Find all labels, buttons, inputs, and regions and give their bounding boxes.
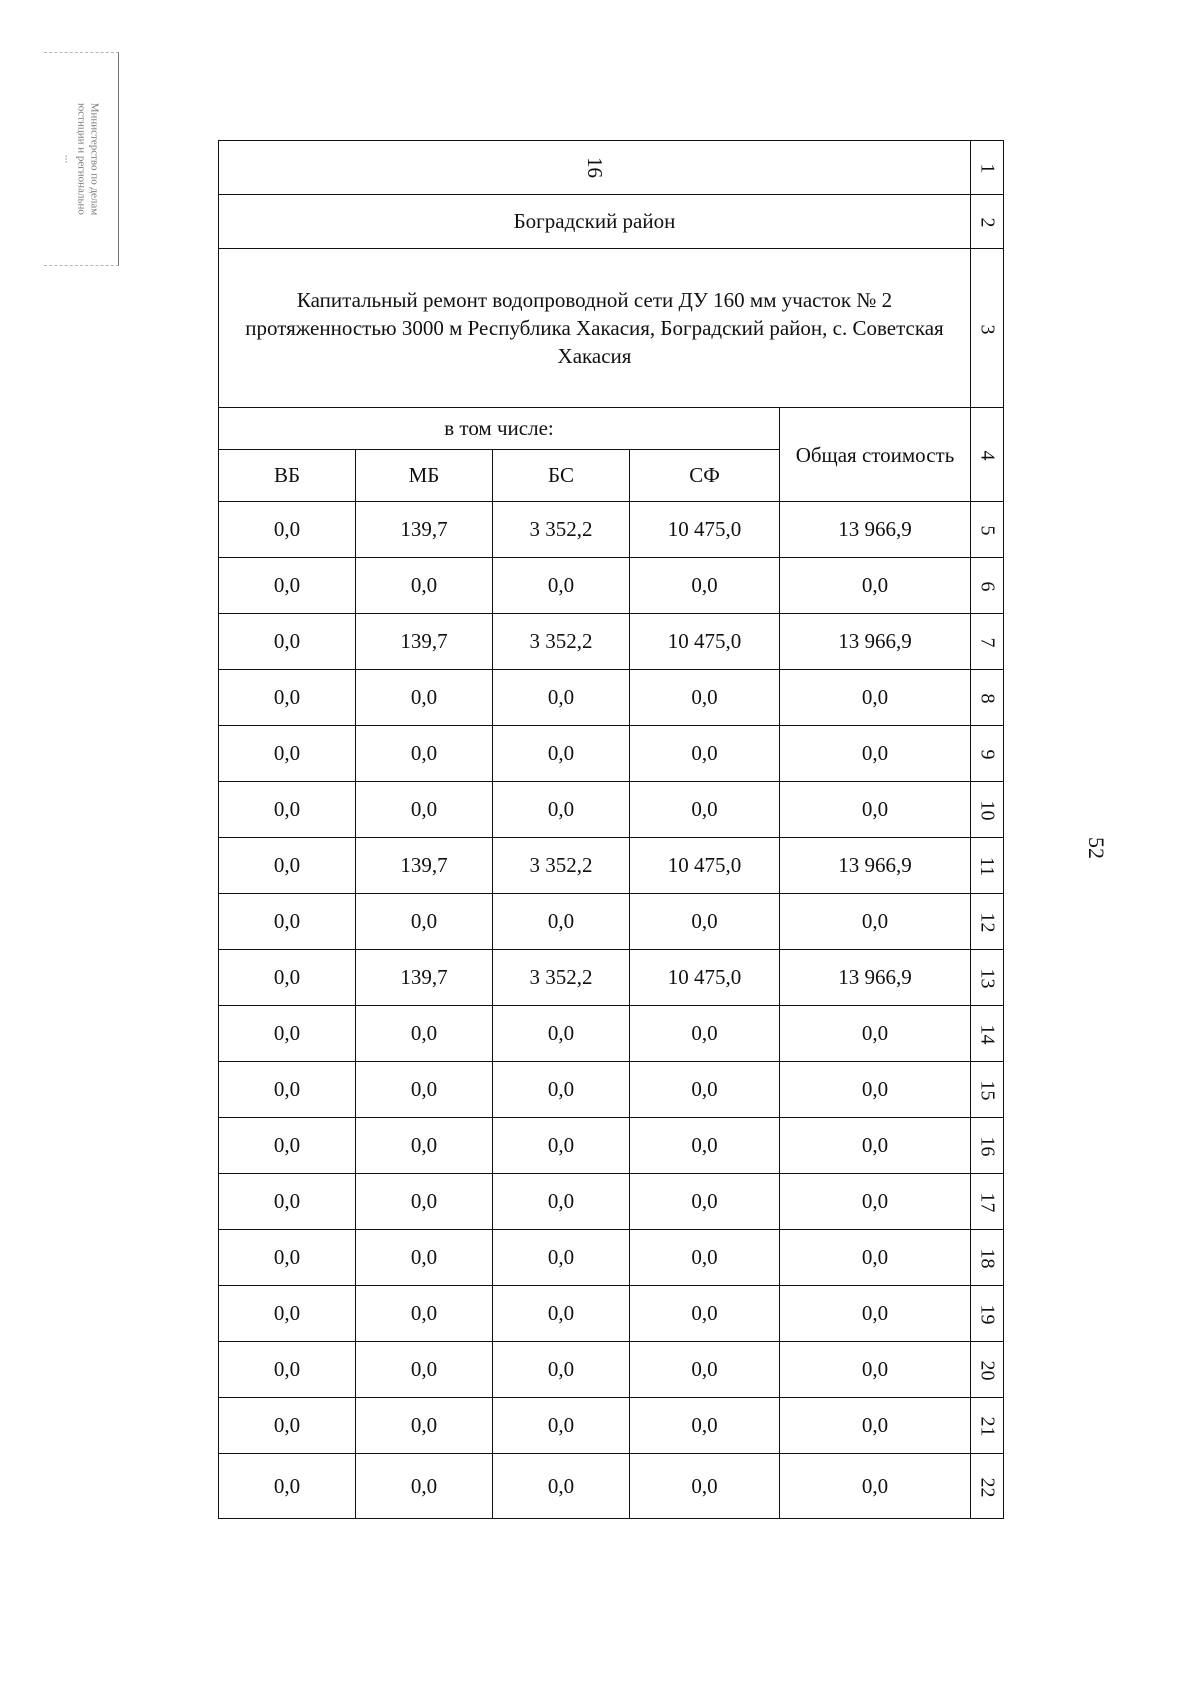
- row-number-cell: [971, 1230, 1004, 1286]
- amount-cell: 0,0: [630, 726, 780, 782]
- amount-cell: 0,0: [219, 1286, 356, 1342]
- row-number: 4: [976, 450, 999, 461]
- row-number: 13: [976, 968, 999, 989]
- amount-cell: 0,0: [219, 558, 356, 614]
- amount-cell: 139,7: [356, 838, 493, 894]
- amount-cell: 0,0: [219, 726, 356, 782]
- table-row: [219, 1174, 1004, 1230]
- amount-cell: 0,0: [493, 1286, 630, 1342]
- table-row: [219, 726, 1004, 782]
- total-cost-cell: 13 966,9: [780, 502, 971, 558]
- amount-cell: 0,0: [356, 1062, 493, 1118]
- amount-cell: 0,0: [630, 1286, 780, 1342]
- row-number: 1: [976, 163, 999, 174]
- total-cost-cell: 13 966,9: [780, 950, 971, 1006]
- amount-cell: 0,0: [219, 950, 356, 1006]
- table-row: [219, 502, 1004, 558]
- row-number: 15: [976, 1080, 999, 1101]
- amount-cell: 0,0: [219, 1118, 356, 1174]
- amount-cell: 0,0: [219, 1006, 356, 1062]
- amount-cell: 0,0: [356, 1286, 493, 1342]
- row-number: 8: [976, 693, 999, 704]
- row-number-cell: [971, 141, 1004, 195]
- total-cost-cell: 0,0: [780, 670, 971, 726]
- row-number-cell: [971, 838, 1004, 894]
- amount-cell: 0,0: [356, 558, 493, 614]
- amount-cell: 0,0: [630, 782, 780, 838]
- row-number-cell: [971, 1174, 1004, 1230]
- table-row: [219, 1118, 1004, 1174]
- amount-cell: 0,0: [493, 1174, 630, 1230]
- amount-cell: 0,0: [493, 1342, 630, 1398]
- row-number-cell: [971, 670, 1004, 726]
- table-row: [219, 1230, 1004, 1286]
- table-row: [219, 558, 1004, 614]
- amount-cell: 0,0: [356, 1342, 493, 1398]
- row-number: 21: [976, 1416, 999, 1437]
- table-row: [219, 894, 1004, 950]
- total-cost-header: Общая стоимость: [780, 408, 971, 502]
- table-row: [219, 950, 1004, 1006]
- total-cost-cell: 0,0: [780, 1062, 971, 1118]
- amount-cell: 0,0: [356, 670, 493, 726]
- amount-cell: 3 352,2: [493, 950, 630, 1006]
- amount-cell: 0,0: [493, 1230, 630, 1286]
- amount-cell: 10 475,0: [630, 614, 780, 670]
- amount-cell: 3 352,2: [493, 502, 630, 558]
- amount-cell: 0,0: [630, 1062, 780, 1118]
- row-number: 16: [976, 1136, 999, 1157]
- total-cost-cell: 0,0: [780, 1174, 971, 1230]
- amount-cell: 0,0: [630, 894, 780, 950]
- total-cost-cell: 13 966,9: [780, 614, 971, 670]
- amount-cell: 0,0: [493, 726, 630, 782]
- page-number: 52: [1084, 837, 1109, 859]
- table-row: [219, 1286, 1004, 1342]
- row-number: 18: [976, 1248, 999, 1269]
- amount-cell: 0,0: [493, 1118, 630, 1174]
- amount-cell: 0,0: [219, 1398, 356, 1454]
- row-number-cell: [971, 782, 1004, 838]
- amount-cell: 0,0: [356, 1398, 493, 1454]
- row-number: 7: [976, 637, 999, 648]
- total-cost-cell: 0,0: [780, 1286, 971, 1342]
- row-number: 12: [976, 912, 999, 933]
- header-row-including: [219, 408, 1004, 450]
- total-cost-cell: 0,0: [780, 1398, 971, 1454]
- row-number: 17: [976, 1192, 999, 1213]
- row-number: 10: [976, 800, 999, 821]
- amount-cell: 0,0: [493, 1454, 630, 1519]
- table-row: [219, 782, 1004, 838]
- total-cost-cell: 0,0: [780, 1118, 971, 1174]
- amount-cell: 0,0: [219, 670, 356, 726]
- amount-cell: 0,0: [493, 1062, 630, 1118]
- amount-cell: 0,0: [356, 894, 493, 950]
- table-row: [219, 1006, 1004, 1062]
- header-number: 16: [583, 157, 607, 178]
- amount-cell: 0,0: [630, 670, 780, 726]
- row-number-cell: [971, 1118, 1004, 1174]
- total-cost-cell: 0,0: [780, 558, 971, 614]
- total-cost-cell: 0,0: [780, 726, 971, 782]
- total-cost-cell: 13 966,9: [780, 838, 971, 894]
- row-number-cell: [971, 1342, 1004, 1398]
- row-number: 14: [976, 1024, 999, 1045]
- amount-cell: 0,0: [356, 1230, 493, 1286]
- total-cost-cell: 0,0: [780, 782, 971, 838]
- amount-cell: 0,0: [356, 726, 493, 782]
- row-number-cell: [971, 1286, 1004, 1342]
- amount-cell: 0,0: [219, 782, 356, 838]
- amount-cell: 0,0: [219, 502, 356, 558]
- stamp-line: Министерство по делам: [88, 102, 101, 216]
- row-number: 3: [976, 324, 999, 334]
- including-label: в том числе:: [219, 408, 780, 450]
- amount-cell: 0,0: [630, 1398, 780, 1454]
- amount-cell: 0,0: [630, 1118, 780, 1174]
- amount-cell: 0,0: [493, 1006, 630, 1062]
- row-number: 9: [976, 749, 999, 760]
- amount-cell: 0,0: [630, 1230, 780, 1286]
- column-header: ВБ: [219, 450, 356, 502]
- amount-cell: 10 475,0: [630, 838, 780, 894]
- row-number: 6: [976, 581, 999, 592]
- row-number: 2: [976, 217, 999, 228]
- amount-cell: 139,7: [356, 950, 493, 1006]
- row-number-cell: [971, 894, 1004, 950]
- row-number-cell: [971, 558, 1004, 614]
- amount-cell: 0,0: [219, 838, 356, 894]
- total-cost-cell: 0,0: [780, 1454, 971, 1519]
- row-number-cell: [971, 614, 1004, 670]
- table-row: [219, 1342, 1004, 1398]
- table-row: [219, 838, 1004, 894]
- amount-cell: 0,0: [356, 1006, 493, 1062]
- budget-table: [218, 140, 1004, 1519]
- amount-cell: 0,0: [356, 1118, 493, 1174]
- column-header: СФ: [630, 450, 780, 502]
- amount-cell: 0,0: [219, 1174, 356, 1230]
- table-row: [219, 1062, 1004, 1118]
- object-title-cell: Капитальный ремонт водопроводной сети ДУ 160 мм участок № 2 протяженностью 3000 м Республика Хакасия, Боградский район, с. Советская Хакасия: [219, 249, 971, 408]
- column-header: БС: [493, 450, 630, 502]
- amount-cell: 0,0: [219, 1230, 356, 1286]
- registration-stamp: [44, 52, 119, 266]
- row-number-cell: [971, 1062, 1004, 1118]
- row-number-cell: [971, 950, 1004, 1006]
- amount-cell: 0,0: [219, 1342, 356, 1398]
- amount-cell: 0,0: [493, 894, 630, 950]
- amount-cell: 0,0: [630, 1174, 780, 1230]
- amount-cell: 0,0: [219, 894, 356, 950]
- district-cell: Боградский район: [219, 195, 971, 249]
- total-cost-cell: 0,0: [780, 1230, 971, 1286]
- amount-cell: 0,0: [219, 1062, 356, 1118]
- amount-cell: 0,0: [356, 1454, 493, 1519]
- amount-cell: 0,0: [630, 558, 780, 614]
- amount-cell: 0,0: [630, 1342, 780, 1398]
- total-cost-cell: 0,0: [780, 1006, 971, 1062]
- header-row-number: [219, 141, 1004, 195]
- stamp-line: юстиции и регионально: [75, 103, 88, 215]
- row-number-cell: [971, 502, 1004, 558]
- row-number: 19: [976, 1304, 999, 1325]
- row-number-cell: [971, 195, 1004, 249]
- amount-cell: 0,0: [493, 670, 630, 726]
- stamp-line: ...: [62, 154, 75, 164]
- row-number: 5: [976, 525, 999, 536]
- table-row: [219, 614, 1004, 670]
- row-number-cell: [971, 726, 1004, 782]
- header-number-cell: [219, 141, 971, 195]
- row-number: 22: [976, 1477, 999, 1497]
- row-number-cell: [971, 1454, 1004, 1519]
- row-number-cell: [971, 1006, 1004, 1062]
- amount-cell: 139,7: [356, 614, 493, 670]
- row-number-cell: [971, 1398, 1004, 1454]
- row-number: 20: [976, 1360, 999, 1381]
- header-row-title: [219, 249, 1004, 408]
- amount-cell: 0,0: [630, 1006, 780, 1062]
- table-row: [219, 1398, 1004, 1454]
- amount-cell: 3 352,2: [493, 838, 630, 894]
- amount-cell: 0,0: [630, 1454, 780, 1519]
- row-number: 11: [976, 856, 999, 877]
- amount-cell: 0,0: [356, 782, 493, 838]
- amount-cell: 139,7: [356, 502, 493, 558]
- stamp-text: [62, 59, 101, 259]
- amount-cell: 10 475,0: [630, 950, 780, 1006]
- amount-cell: 0,0: [356, 1174, 493, 1230]
- amount-cell: 0,0: [219, 614, 356, 670]
- amount-cell: 0,0: [219, 1454, 356, 1519]
- amount-cell: 3 352,2: [493, 614, 630, 670]
- table-row: [219, 670, 1004, 726]
- column-header: МБ: [356, 450, 493, 502]
- amount-cell: 10 475,0: [630, 502, 780, 558]
- amount-cell: 0,0: [493, 558, 630, 614]
- header-row-district: [219, 195, 1004, 249]
- table-row: [219, 1454, 1004, 1519]
- total-cost-cell: 0,0: [780, 894, 971, 950]
- total-cost-cell: 0,0: [780, 1342, 971, 1398]
- amount-cell: 0,0: [493, 782, 630, 838]
- row-number-cell: [971, 249, 1004, 408]
- row-number-cell: [971, 408, 1004, 502]
- amount-cell: 0,0: [493, 1398, 630, 1454]
